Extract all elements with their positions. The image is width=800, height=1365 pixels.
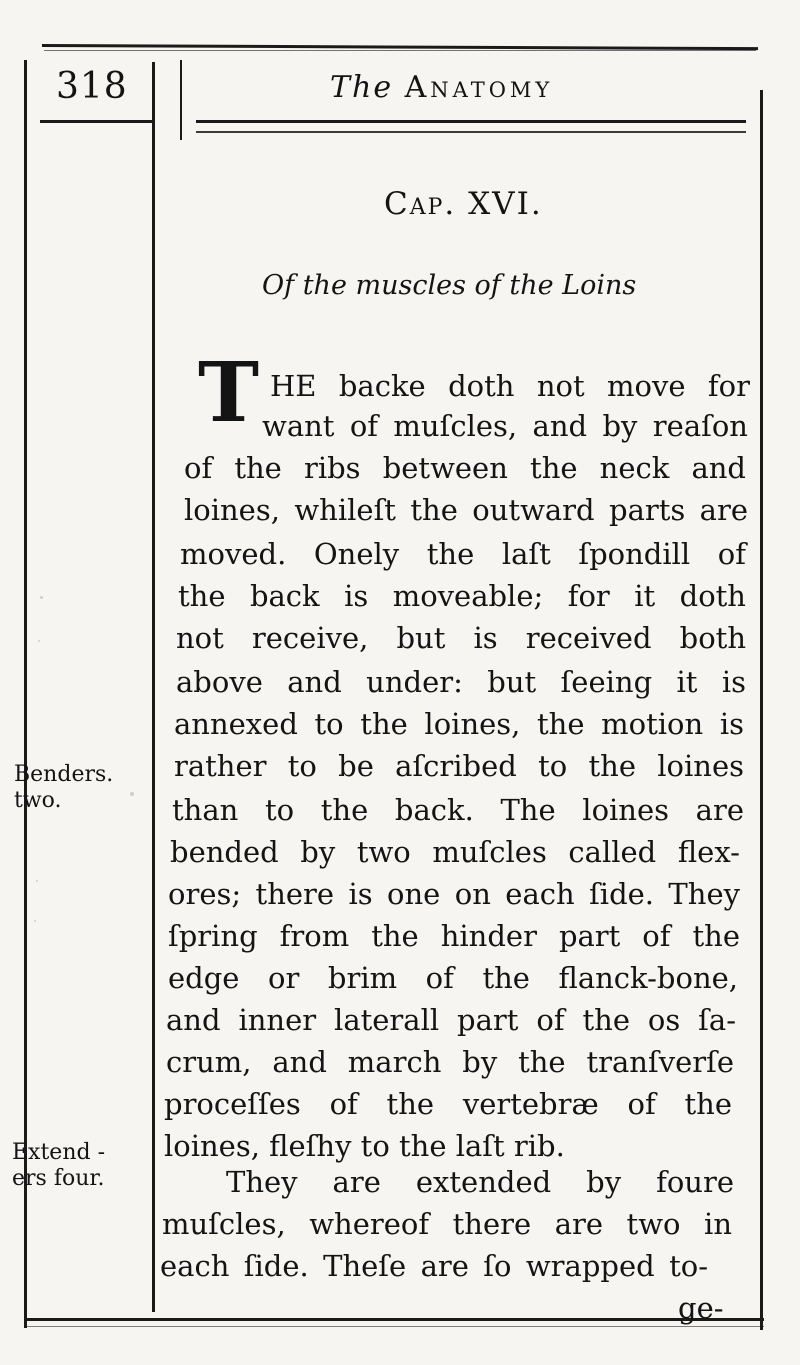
text-line: of the ribs between the neck and xyxy=(184,451,746,485)
text-line: HE backe doth not move for xyxy=(270,369,750,403)
margin-note-line: Extend - xyxy=(12,1140,106,1165)
text-line: bended by two muſcles called flex- xyxy=(170,835,740,869)
margin-note-line: Benders. xyxy=(14,762,114,787)
text-line: crum, and march by the tranſverſe xyxy=(166,1045,734,1079)
text-line: each ſide. Theſe are ſo wrapped to- xyxy=(160,1249,708,1283)
text-line: ge- xyxy=(678,1291,724,1325)
text-line: edge or brim of the flanck-bone, xyxy=(168,961,738,995)
margin-note-line: two. xyxy=(14,788,62,813)
section-title: Of the muscles of the Loins xyxy=(262,270,637,301)
text-line: than to the back. The loines are xyxy=(172,793,744,827)
text-line: want of muſcles, and by reaſon xyxy=(262,409,748,443)
text-line: loines, whileſt the outward parts are xyxy=(184,493,748,527)
margin-column-rule xyxy=(152,62,155,1312)
text-line: ores; there is one on each ſide. They xyxy=(168,877,740,911)
running-head-caps: Anatomy xyxy=(404,70,554,105)
bottom-rule xyxy=(24,1318,764,1321)
text-line: proceſſes of the vertebræ of the xyxy=(164,1087,732,1121)
margin-note-line: ers four. xyxy=(12,1166,105,1191)
header-underline-right-second xyxy=(196,131,746,133)
text-line: moved. Onely the laſt ſpondill of xyxy=(180,537,746,571)
header-divider-rule xyxy=(180,60,182,140)
text-line: not receive, but is received both xyxy=(176,621,746,655)
header-underline-right xyxy=(196,120,746,123)
text-line: loines, fleſhy to the laſt rib. xyxy=(164,1129,565,1163)
page-number: 318 xyxy=(56,66,128,107)
text-line: They are extended by foure xyxy=(226,1165,734,1199)
top-rule-thin xyxy=(44,50,756,51)
text-line: the back is moveable; for it doth xyxy=(178,579,746,613)
margin-note-extenders xyxy=(12,1140,105,1192)
running-head-italic: The xyxy=(330,70,394,105)
text-line: and inner laterall part of the os ſa- xyxy=(166,1003,736,1037)
left-frame-rule xyxy=(24,60,27,1328)
text-line: above and under: but ſeeing it is xyxy=(176,665,746,699)
running-head xyxy=(330,70,553,105)
header-underline-left xyxy=(40,120,152,123)
margin-note-benders xyxy=(14,762,113,814)
bottom-rule-thin xyxy=(24,1326,764,1327)
text-line: ſpring from the hinder part of the xyxy=(168,919,740,953)
drop-cap: T xyxy=(198,345,260,441)
text-line: rather to be aſcribed to the loines xyxy=(174,749,744,783)
text-line: annexed to the loines, the motion is xyxy=(174,707,744,741)
text-line: muſcles, whereof there are two in xyxy=(162,1207,732,1241)
right-frame-rule xyxy=(760,90,763,1330)
chapter-title: Cap. XVI. xyxy=(384,186,543,222)
